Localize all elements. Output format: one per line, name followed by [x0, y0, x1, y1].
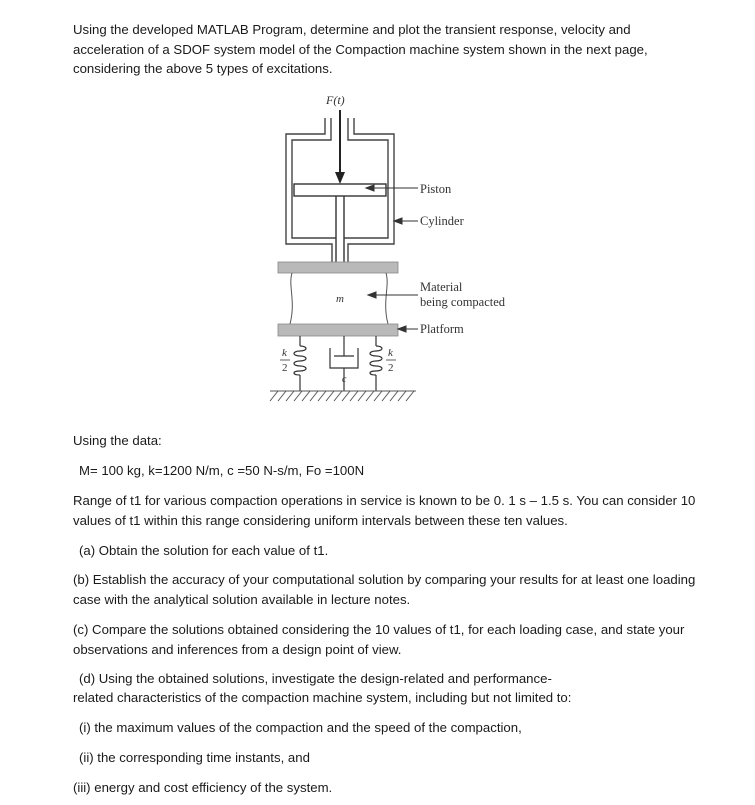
- left-spring-k: k: [282, 347, 287, 359]
- item-iii: (iii) energy and cost efficiency of the system.: [73, 780, 333, 795]
- data-values: M= 100 kg, k=1200 N/m, c =50 N-s/m, Fo =100N: [79, 463, 365, 478]
- ground-hatch: [270, 391, 416, 401]
- material-label-line2: being compacted: [420, 295, 506, 309]
- platform-label: Platform: [420, 322, 464, 336]
- item-i: (i) the maximum values of the compaction and the speed of the compaction,: [79, 720, 522, 735]
- mass-label: m: [336, 293, 344, 305]
- left-spring-icon: [294, 336, 306, 391]
- material-label: Material: [420, 280, 463, 294]
- part-d-line1: (d) Using the obtained solutions, investigate the design-related and performance-: [79, 671, 552, 686]
- platform: [278, 324, 398, 336]
- damper-label: c: [342, 374, 347, 385]
- part-a: (a) Obtain the solution for each value of t1.: [79, 543, 329, 558]
- left-spring-divisor: 2: [282, 362, 288, 374]
- right-spring-divisor: 2: [388, 362, 394, 374]
- piston: [294, 184, 386, 262]
- force-label: F(t): [326, 93, 345, 107]
- right-spring-k: k: [388, 347, 393, 359]
- right-spring-icon: [370, 336, 382, 391]
- force-arrow-icon: [335, 110, 345, 184]
- compaction-machine-figure: [230, 86, 550, 416]
- part-d-line2: related characteristics of the compaction machine system, including but not limited to:: [73, 690, 572, 705]
- intro-paragraph: Using the developed MATLAB Program, determine and plot the transient response, velocity and acceleration of a SDOF system model of the Compaction machine system shown in the next page, considering the above 5 types of excitations.: [73, 22, 648, 76]
- part-c: (c) Compare the solutions obtained considering the 10 values of t1, for each loading case, and state your observations and inferences from a design point of view.: [73, 622, 685, 657]
- piston-label: Piston: [420, 182, 452, 196]
- part-b: (b) Establish the accuracy of your computational solution by comparing your results for at least one loading case with the analytical solution available in lecture notes.: [73, 572, 696, 607]
- item-ii: (ii) the corresponding time instants, and: [79, 750, 310, 765]
- leader-arrows: [366, 185, 418, 332]
- cylinder-label: Cylinder: [420, 214, 464, 228]
- upper-plate: [278, 262, 398, 273]
- range-paragraph: Range of t1 for various compaction operations in service is known to be 0. 1 s – 1.5 s. You can consider 10 values of t1 within this range considering uniform intervals between these ten values.: [73, 493, 696, 528]
- data-heading: Using the data:: [73, 433, 162, 448]
